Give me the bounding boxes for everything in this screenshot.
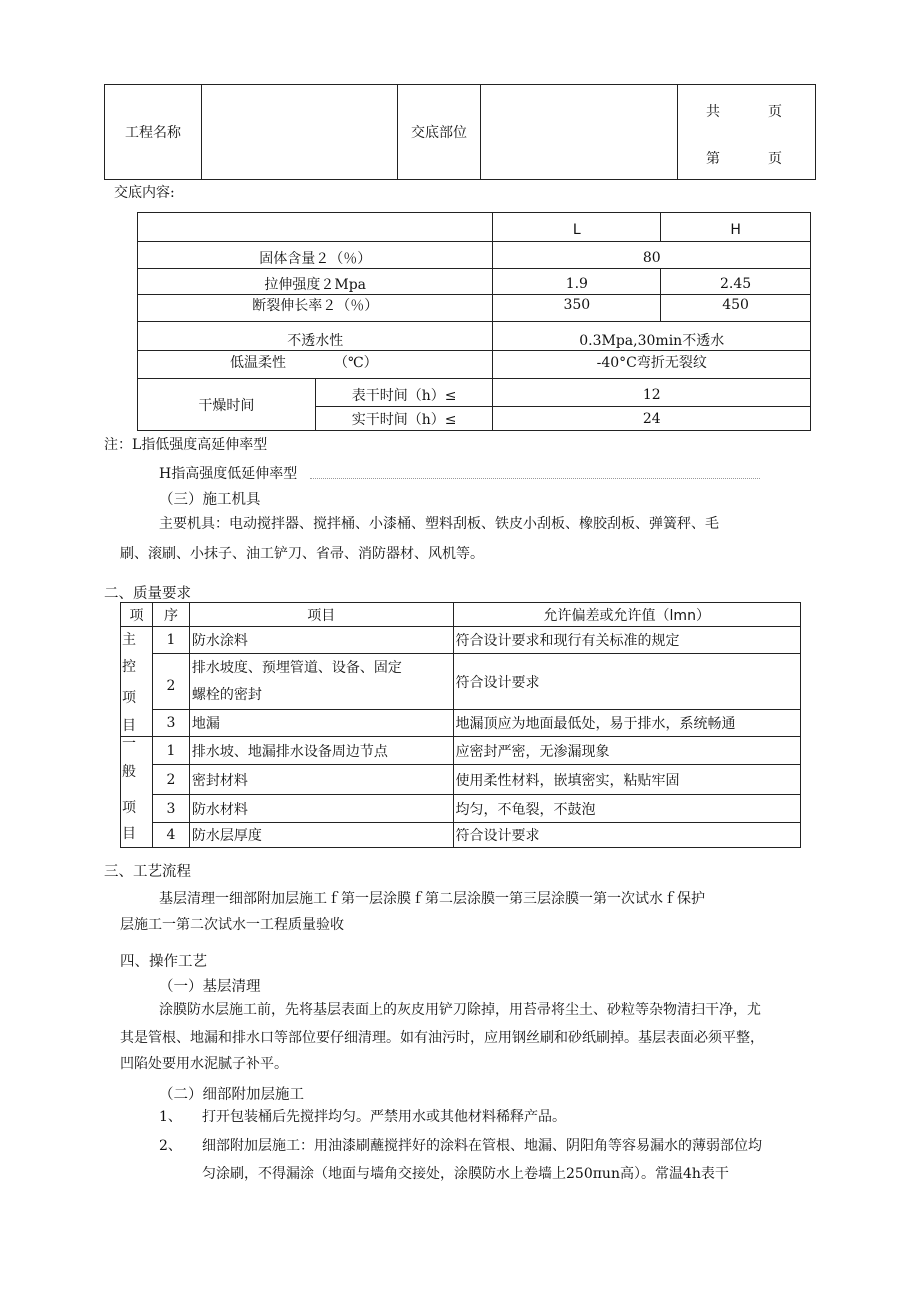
main-group-char1: 主 xyxy=(122,632,136,648)
low-temp-label: 低温柔性 xyxy=(230,354,286,371)
row6-item: 防水材料 xyxy=(189,795,453,823)
row5-seq: 2 xyxy=(152,765,189,795)
elongation-label: 断裂伸长率２（％） xyxy=(138,295,493,322)
general-group-char2: 般 xyxy=(122,764,136,780)
row2-allowance: 符合设计要求 xyxy=(453,654,801,710)
content-label: 交底内容: xyxy=(114,185,175,201)
item2-number: 2、 xyxy=(159,1138,182,1154)
project-name-value xyxy=(202,85,398,180)
impermeability-value: 0.3Mpa,30min不透水 xyxy=(493,322,811,351)
solid-content-value: 80 xyxy=(493,242,811,269)
surface-dry-label: 表干时间（h）≤ xyxy=(315,379,493,407)
number-page-unit: 页 xyxy=(768,151,782,167)
row5-item: 密封材料 xyxy=(189,765,453,795)
process-title: 三、工艺流程 xyxy=(104,864,191,880)
machines-line1: 主要机具：电动搅拌器、搅拌桶、小漆桶、塑料刮板、铁皮小刮板、橡胶刮板、弹簧秤、毛 xyxy=(159,516,719,532)
col-l-header: L xyxy=(493,213,661,242)
total-page-unit: 页 xyxy=(768,104,782,120)
tensile-h-value: 2.45 xyxy=(661,269,811,295)
machines-title: （三）施工机具 xyxy=(159,492,261,508)
col-h-header: H xyxy=(661,213,811,242)
main-group-char4: 目 xyxy=(122,718,136,734)
row7-seq: 4 xyxy=(152,823,189,848)
operation-title: 四、操作工艺 xyxy=(120,954,207,970)
page-count-cell xyxy=(678,85,816,180)
detail-layer-title: （二）细部附加层施工 xyxy=(159,1087,304,1103)
note-underline xyxy=(310,478,760,479)
solid-dry-value: 24 xyxy=(493,407,811,431)
row2-item-line2: 螺栓的密封 xyxy=(191,686,262,703)
process-line2: 层施工一第二次试水一工程质量验收 xyxy=(120,917,344,933)
elongation-l-value: 350 xyxy=(493,295,661,322)
row6-seq: 3 xyxy=(152,795,189,823)
main-group-char3: 项 xyxy=(122,690,136,706)
general-group-char1: 一 xyxy=(122,736,136,752)
row2-item-line1: 排水坡度、预埋管道、设备、固定 xyxy=(191,659,402,676)
header-table xyxy=(104,84,816,180)
item2-line1: 细部附加层施工：用油漆刷蘸搅拌好的涂料在管根、地漏、阴阳角等容易漏水的薄弱部位均 xyxy=(202,1138,762,1154)
header-allowance: 允许偏差或允许值（lmn） xyxy=(453,603,801,627)
main-group-char2: 控 xyxy=(122,659,136,675)
header-item: 项目 xyxy=(189,603,453,627)
general-group-char4: 目 xyxy=(122,826,136,842)
row1-allowance: 符合设计要求和现行有关标准的规定 xyxy=(453,627,801,654)
row2-item-cell xyxy=(189,654,453,710)
row7-item: 防水层厚度 xyxy=(189,823,453,848)
base-clean-line3: 凹陷处要用水泥腻子补平。 xyxy=(120,1056,288,1072)
item1-text: 打开包装桶后先搅拌均匀。严禁用水或其他材料稀释产品。 xyxy=(202,1109,566,1125)
row7-allowance: 符合设计要求 xyxy=(453,823,801,848)
project-name-label: 工程名称 xyxy=(105,85,202,180)
number-label: 第 xyxy=(706,151,720,167)
quality-title: 二、质量要求 xyxy=(104,586,191,602)
general-group-char3: 项 xyxy=(122,800,136,816)
tensile-label: 拉伸强度２Mpa xyxy=(138,269,493,295)
disclosure-part-label: 交底部位 xyxy=(398,85,481,180)
elongation-h-value: 450 xyxy=(661,295,811,322)
base-clean-title: （一）基层清理 xyxy=(159,979,261,995)
item2-line2: 匀涂刷，不得漏涂（地面与墙角交接处，涂膜防水上卷墙上250πun高）。常温4h表干 xyxy=(202,1166,729,1182)
row1-item: 防水涂料 xyxy=(189,627,453,654)
base-clean-line1: 涂膜防水层施工前，先将基层表面上的灰皮用铲刀除掉，用苔帚将尘土、砂粒等杂物清扫干净，尤 xyxy=(159,1002,761,1018)
low-temp-unit: （℃） xyxy=(334,354,378,371)
impermeability-label: 不透水性 xyxy=(138,322,493,351)
total-label: 共 xyxy=(706,104,720,120)
row2-seq: 2 xyxy=(152,654,189,710)
disclosure-part-value xyxy=(481,85,678,180)
note-l: 注：L指低强度高延伸率型 xyxy=(104,437,268,453)
surface-dry-value: 12 xyxy=(493,379,811,407)
low-temp-label-cell xyxy=(138,351,493,379)
row4-seq: 1 xyxy=(152,737,189,765)
quality-table xyxy=(120,602,801,848)
row3-seq: 3 xyxy=(152,710,189,737)
header-seq: 序 xyxy=(152,603,189,627)
solid-dry-label: 实干时间（h）≤ xyxy=(315,407,493,431)
solid-content-label: 固体含量２（％） xyxy=(138,242,493,269)
machines-line2: 刷、滚刷、小抹子、油工铲刀、省帚、消防器材、风机等。 xyxy=(120,546,484,562)
item1-number: 1、 xyxy=(159,1109,182,1125)
general-group-cell xyxy=(121,737,153,848)
dry-time-label: 干燥时间 xyxy=(138,379,316,431)
row6-allowance: 均匀，不龟裂，不鼓泡 xyxy=(453,795,801,823)
header-category: 项 xyxy=(121,603,153,627)
row3-allowance: 地漏顶应为地面最低处，易于排水，系统畅通 xyxy=(453,710,801,737)
low-temp-value: -40°C弯折无裂纹 xyxy=(493,351,811,379)
row4-item: 排水坡、地漏排水设备周边节点 xyxy=(189,737,453,765)
note-h: H指高强度低延伸率型 xyxy=(159,466,298,482)
tensile-l-value: 1.9 xyxy=(493,269,661,295)
main-group-cell xyxy=(121,627,153,737)
row4-allowance: 应密封严密，无渗漏现象 xyxy=(453,737,801,765)
row3-item: 地漏 xyxy=(189,710,453,737)
row5-allowance: 使用柔性材料，嵌填密实，粘贴牢固 xyxy=(453,765,801,795)
base-clean-line2: 其是管根、地漏和排水口等部位要仔细清理。如有油污时，应用钢丝刷和砂纸刷掉。基层表面必须平整， xyxy=(120,1030,764,1046)
process-line1: 基层清理一细部附加层施工ｆ第一层涂膜ｆ第二层涂膜一第三层涂膜一第一次试水ｆ保护 xyxy=(159,891,705,907)
spec-table xyxy=(137,212,811,431)
row1-seq: 1 xyxy=(152,627,189,654)
